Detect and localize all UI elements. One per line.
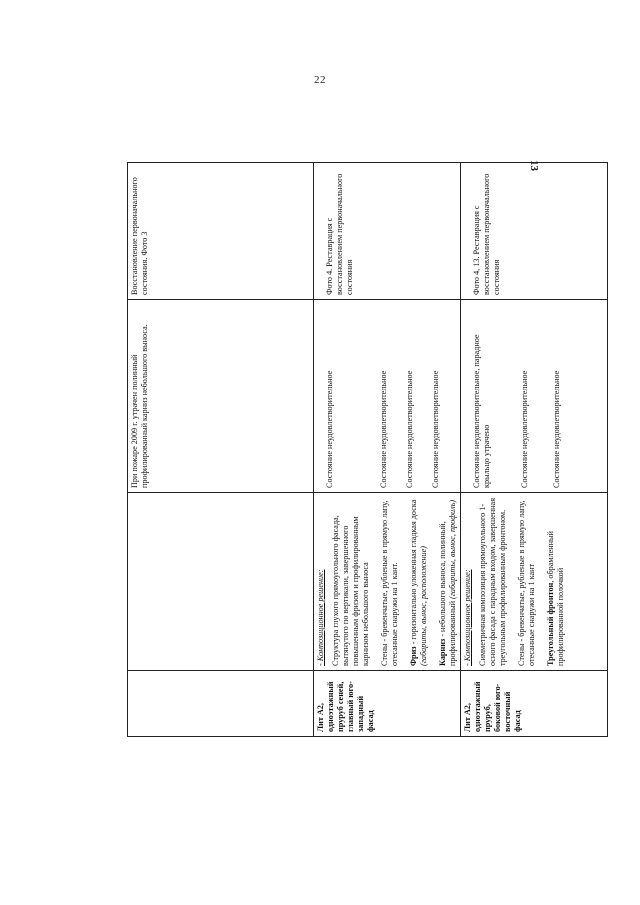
cell-condition: При пожаре 2009 г. утрачен полинный профилированный карниз небольшого выноса. xyxy=(128,300,314,493)
desc-item: Стены - бревенчатые, рубленые в прямую лапу, отесанные снаружи на 1 кант xyxy=(517,500,536,666)
cell-recommendation xyxy=(314,163,461,300)
recommendation-text: Фото 4. Реставрация с восстановлением первоначального состояния xyxy=(325,173,354,295)
desc-item-note: (габариты, вынос, профиль) xyxy=(448,499,457,599)
page-number: 22 xyxy=(314,74,326,86)
desc-item-term: Карниз xyxy=(438,638,447,666)
table-row-a2-south-west xyxy=(314,163,461,737)
cell-recommendation xyxy=(461,163,608,300)
desc-item-text: , обрамленный профилированной полочкой xyxy=(546,531,565,666)
side-page-number: 13 xyxy=(528,160,540,171)
desc-item: Стены - бревенчатые, рубленые в прямую лапу, отесанные снаружи на 1 кант. xyxy=(380,500,399,666)
cell-recommendation: Восстановление первоначального состояния. Фото 3 xyxy=(128,163,314,300)
cell-description xyxy=(314,493,461,671)
condition-item: Состояние неудовлетворительное xyxy=(431,370,440,488)
cell-object-name: Лит А2, одноэтажный пруруб сеней, главный юго-западный фасад xyxy=(314,671,461,737)
table-row-top xyxy=(128,163,314,737)
desc-item: Симметричная композиция прямоугольного 1-осного фасада с парадным входом, завершенная треугольным профилированным фронтоном. xyxy=(478,498,507,666)
heritage-condition-table xyxy=(127,162,608,737)
desc-item-term: Треугольный фронтон xyxy=(546,582,555,666)
desc-item xyxy=(546,496,566,666)
desc-item xyxy=(409,496,429,666)
section-title: - Композиционное решение: xyxy=(316,569,325,666)
desc-item-note: (габариты, вынос, расположение) xyxy=(419,546,428,666)
cell-condition xyxy=(461,300,608,493)
cell-empty-desc xyxy=(128,493,314,671)
desc-item xyxy=(438,496,458,666)
desc-item: Структура глухого прямоугольного фасада, вытянутого по вертикали, завершенного повышенным фризом и профилированным карнизом небольшого выноса xyxy=(331,515,370,666)
recommendation-text: Фото 4, 13. Реставрация с восстановлением первоначального состояния xyxy=(472,173,501,295)
cell-empty-name xyxy=(128,671,314,737)
condition-item: Состояние неудовлетворительное xyxy=(379,370,388,488)
desc-item-term: Фриз xyxy=(409,646,418,666)
cell-condition xyxy=(314,300,461,493)
rotated-table-area xyxy=(127,163,565,737)
condition-item: Состояние неудовлетворительное, парадное крыльцо утрачено xyxy=(472,334,491,488)
desc-item-text: - горизонтально уложенная гладкая доска xyxy=(409,499,418,647)
desc-item-text: - небольшого выноса, полинный, профилированный xyxy=(438,521,457,666)
condition-item: Состояние неудовлетворительное xyxy=(520,370,529,488)
section-title: - Композиционное решение: xyxy=(463,569,472,666)
condition-item: Состояние неудовлетворительное xyxy=(325,370,334,488)
cell-description xyxy=(461,493,608,671)
condition-item: Состояние неудовлетворительное xyxy=(405,370,414,488)
cell-object-name: Лит А2, одноэтажный пруруб, боковой юго-восточный фасад xyxy=(461,671,608,737)
condition-item: Состояние неудовлетворительное xyxy=(552,370,561,488)
table-row-a2-south-east xyxy=(461,163,608,737)
